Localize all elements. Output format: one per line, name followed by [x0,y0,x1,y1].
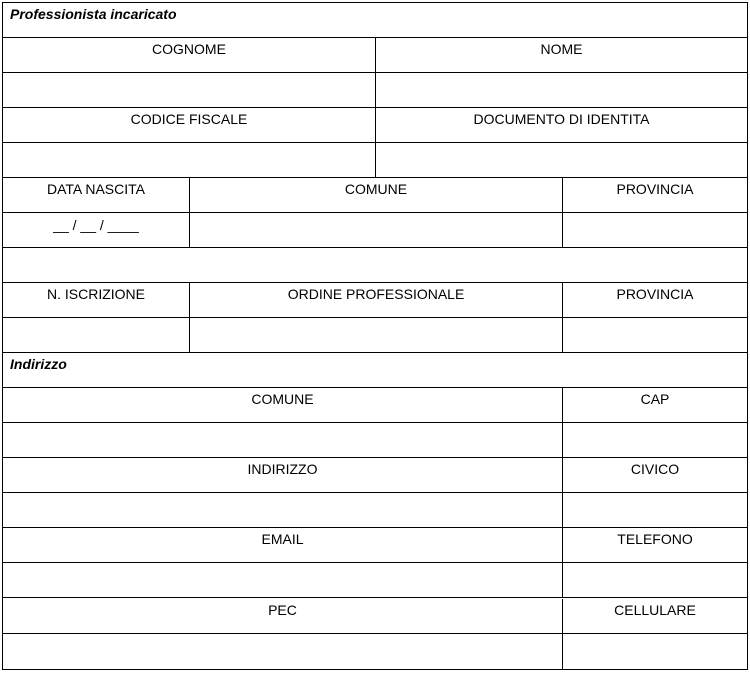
civico-field[interactable] [562,493,747,527]
labels-row-pec-cellulare [3,599,747,634]
empty-row [3,248,747,283]
values-row-cf-documento [3,143,747,178]
indirizzo-field[interactable] [3,493,562,527]
label-provincia-ordine: PROVINCIA [562,283,747,317]
documento-identita-field[interactable] [375,143,747,177]
labels-row-cf-documento [3,108,747,143]
cap-field[interactable] [562,423,747,457]
label-indirizzo: INDIRIZZO [247,461,318,477]
label-documento-identita: DOCUMENTO DI IDENTITA [375,108,747,142]
comune-indirizzo-field[interactable] [3,423,562,457]
label-ordine-professionale: ORDINE PROFESSIONALE [189,283,562,317]
email-field[interactable] [3,563,562,597]
data-nascita-field[interactable]: __ / __ / ____ [53,217,139,233]
label-civico: CIVICO [562,458,747,492]
provincia-ordine-field[interactable] [562,318,747,352]
values-row-indirizzo-civico [3,493,747,528]
ordine-professionale-field[interactable] [189,318,562,352]
nome-field[interactable] [375,73,747,107]
values-row-email-telefono [3,563,747,598]
section-header-indirizzo [3,353,747,388]
section-title-indirizzo: Indirizzo [10,356,67,372]
values-row-comune-cap [3,423,747,458]
label-provincia-nascita: PROVINCIA [562,178,747,212]
label-data-nascita: DATA NASCITA [46,181,145,197]
label-comune-indirizzo: COMUNE [251,391,314,407]
values-row-cognome-nome [3,73,747,108]
professionista-form [2,2,748,670]
label-n-iscrizione: N. ISCRIZIONE [46,286,145,302]
labels-row-iscrizione [3,283,747,318]
label-cellulare: CELLULARE [562,599,747,633]
labels-row-cognome-nome [3,38,747,73]
comune-nascita-field[interactable] [189,213,562,247]
n-iscrizione-field[interactable] [3,318,189,352]
values-row-iscrizione [3,318,747,353]
section-header-professionista [3,3,747,38]
label-telefono: TELEFONO [562,528,747,562]
label-cap: CAP [562,388,747,422]
values-row-pec-cellulare [3,634,747,669]
cellulare-field[interactable] [562,634,747,669]
provincia-nascita-field[interactable] [562,213,747,247]
cognome-field[interactable] [3,73,375,107]
labels-row-nascita [3,178,747,213]
labels-row-comune-cap [3,388,747,423]
label-comune-nascita: COMUNE [189,178,562,212]
label-email: EMAIL [261,531,304,547]
values-row-nascita [3,213,747,248]
labels-row-email-telefono [3,528,747,563]
label-pec: PEC [268,602,297,618]
label-codice-fiscale: CODICE FISCALE [130,111,248,127]
section-title-professionista: Professionista incaricato [10,6,177,22]
pec-field[interactable] [3,634,562,669]
label-cognome: COGNOME [152,41,226,57]
telefono-field[interactable] [562,563,747,597]
labels-row-indirizzo-civico [3,458,747,493]
label-nome: NOME [375,38,747,72]
codice-fiscale-field[interactable] [3,143,375,177]
